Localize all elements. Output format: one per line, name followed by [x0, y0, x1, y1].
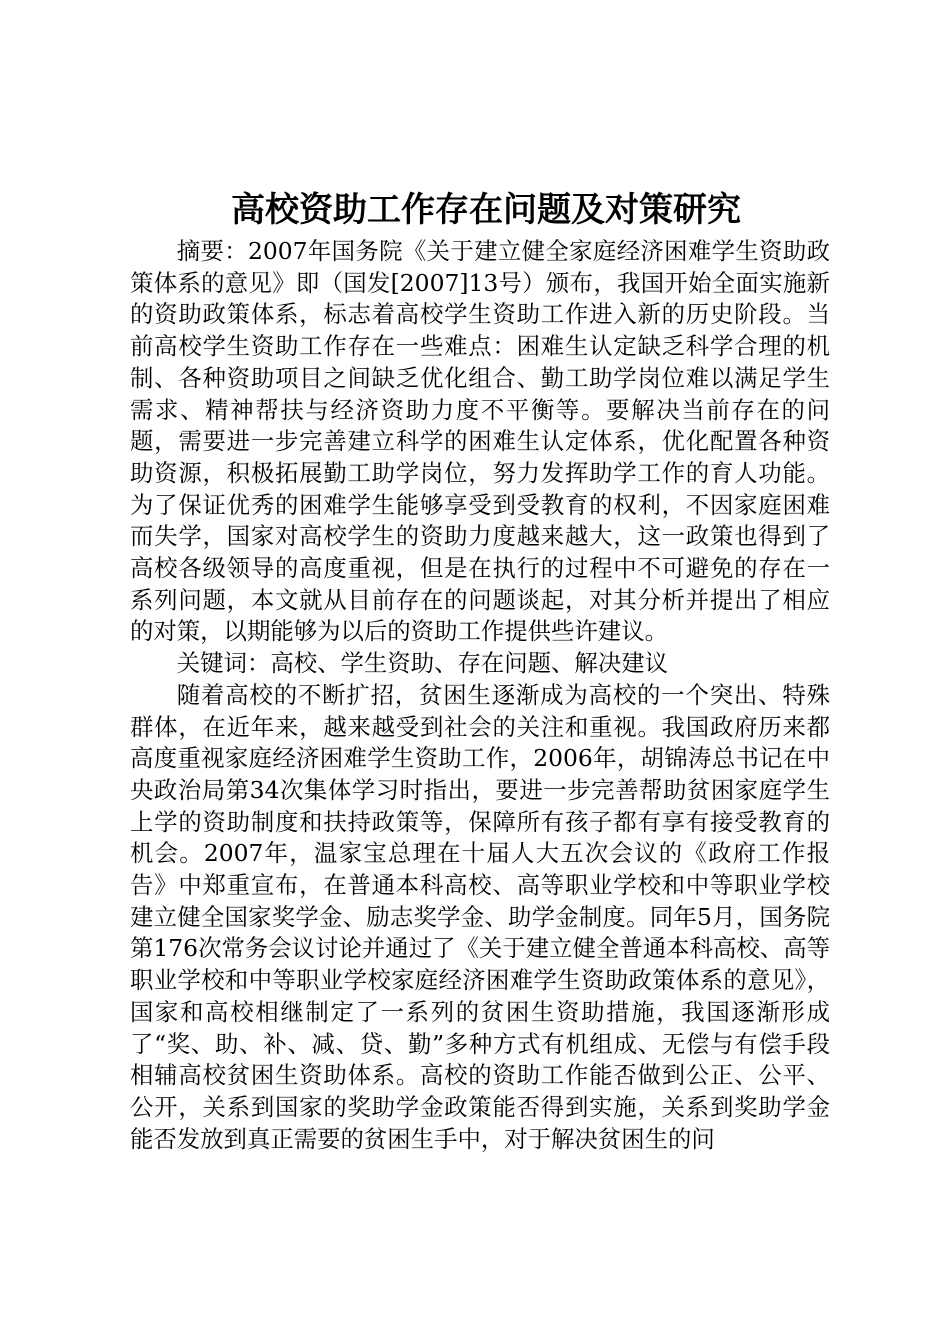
document-title: 高校资助工作存在问题及对策研究: [231, 190, 741, 230]
keywords-paragraph: 关键词：高校、学生资助、存在问题、解决建议: [176, 649, 668, 678]
document-page: [130, 188, 830, 1155]
body-paragraph: 随着高校的不断扩招，贫困生逐渐成为高校的一个突出、特殊群体，在近年来，越来越受到社会的关注和重视。我国政府历来都高度重视家庭经济困难学生资助工作，2006年，胡锦涛总书记在中央政治局第34次集体学习时指出，要进一步完善帮助贫困家庭学生上学的资助制度和扶持政策等，保障所有孩子都有享有接受教育的机会。2007年，温家宝总理在十届人大五次会议的《政府工作报告》中郑重宣布，在普通本科高校、高等职业学校和中等职业学校建立健全国家奖学金、励志奖学金、助学金制度。同年5月，国务院第176次常务会议讨论并通过了《关于建立健全普通本科高校、高等职业学校和中等职业学校家庭经济困难学生资助政策体系的意见》，国家和高校相继制定了一系列的贫困生资助措施，我国逐渐形成了“奖、助、补、减、贷、勤”多种方式有机组成、无偿与有偿手段相辅高校贫困生资助体系。高校的资助工作能否做到公正、公平、公开，关系到国家的奖助学金政策能否得到实施，关系到奖助学金能否发放到真正需要的贫困生手中，对于解决贫困生的问: [130, 680, 830, 1153]
abstract-paragraph: 摘要：2007年国务院《关于建立健全家庭经济困难学生资助政策体系的意见》即（国发[2007]13号）颁布，我国开始全面实施新的资助政策体系，标志着高校学生资助工作进入新的历史阶段。当前高校学生资助工作存在一些难点：困难生认定缺乏科学合理的机制、各种资助项目之间缺乏优化组合、勤工助学岗位难以满足学生需求、精神帮扶与经济资助力度不平衡等。要解决当前存在的问题，需要进一步完善建立科学的困难生认定体系，优化配置各种资助资源，积极拓展勤工助学岗位，努力发挥助学工作的育人功能。为了保证优秀的困难学生能够享受到受教育的权利，不因家庭困难而失学，国家对高校学生的资助力度越来越大，这一政策也得到了高校各级领导的高度重视，但是在执行的过程中不可避免的存在一系列问题，本文就从目前存在的问题谈起，对其分析并提出了相应的对策，以期能够为以后的资助工作提供些许建议。: [130, 237, 830, 646]
